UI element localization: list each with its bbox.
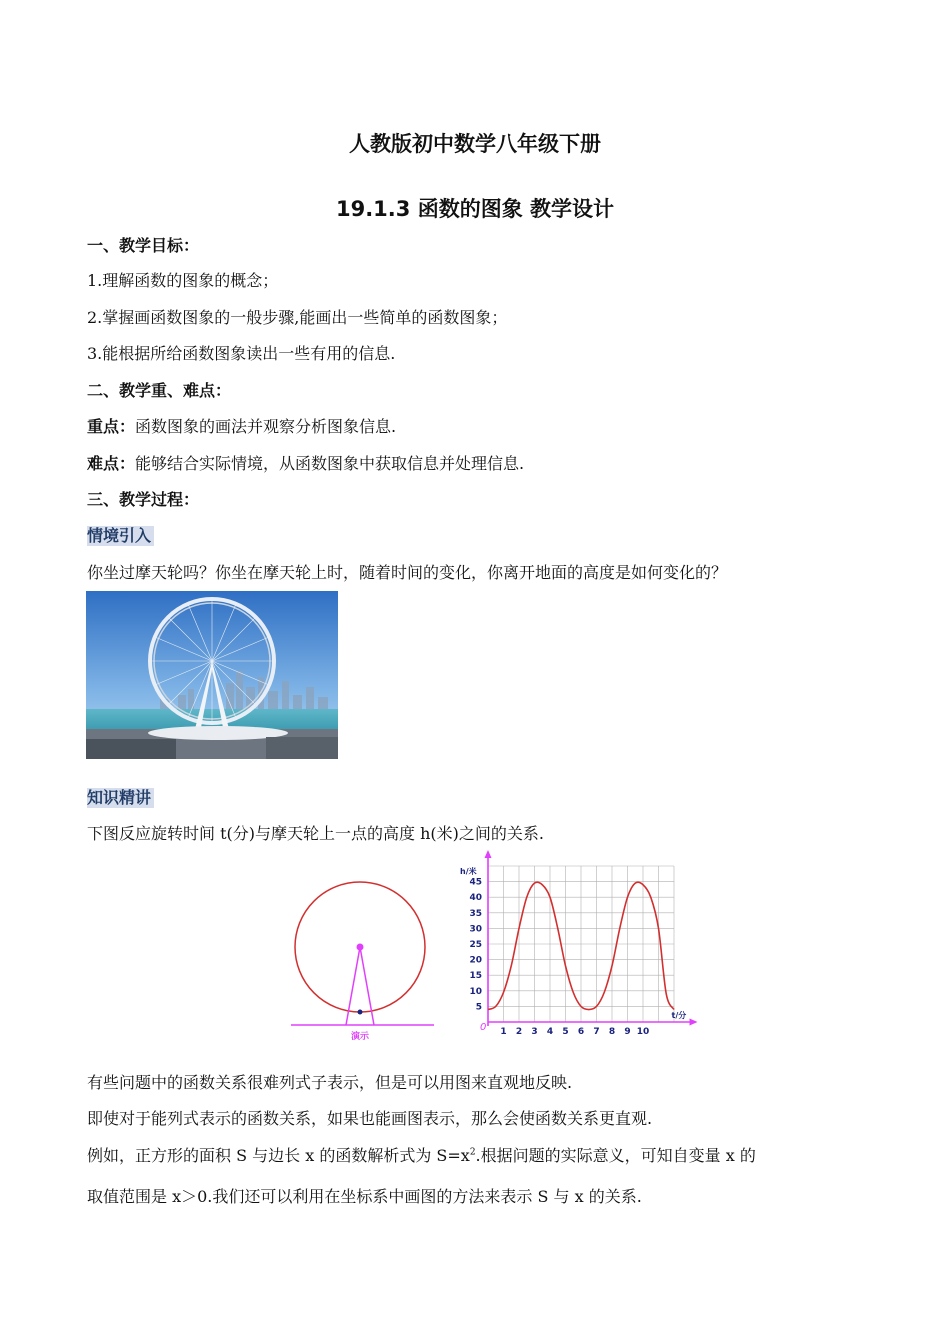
x-tick-label: 4 (546, 1027, 554, 1037)
y-tick-label: 5 (475, 1002, 482, 1013)
y-tick-label: 20 (469, 955, 482, 966)
x-tick-label: 8 (608, 1027, 616, 1037)
x-tick-label: 3 (531, 1027, 538, 1037)
example-superscript: 2 (469, 1147, 476, 1158)
paragraph-range: 取值范围是 x＞0.我们还可以利用在坐标系中画图的方法来表示 S 与 x 的关系. (87, 1187, 642, 1206)
y-tick-label: 25 (469, 940, 482, 950)
x-tick-label: 6 (577, 1027, 585, 1037)
x-axis-label: t/分 (671, 1011, 687, 1020)
height-time-graph (452, 850, 722, 1040)
difficult-point-text: 能够结合实际情境，从函数图象中获取信息并处理信息. (135, 454, 525, 473)
wheel-center (357, 944, 364, 951)
x-tick-label: 9 (624, 1027, 631, 1037)
tag-knowledge (87, 785, 154, 808)
demo-label[interactable]: 演示 (350, 1032, 370, 1042)
tag-situation (87, 523, 154, 546)
page-subtitle: 19.1.3 函数的图象 教学设计 (335, 197, 615, 221)
difficult-point-label: 难点： (87, 454, 136, 473)
example-text-a: 例如，正方形的面积 S 与边长 x 的函数解析式为 S=x (87, 1146, 470, 1165)
page-title: 人教版初中数学八年级下册 (349, 132, 601, 156)
x-tick-label: 7 (593, 1027, 600, 1037)
ferris-wheel-photo (86, 591, 338, 759)
graph-tick-labels (460, 866, 686, 1037)
y-tick-label: 10 (469, 986, 482, 997)
paragraph-relation: 下图反应旋转时间 t(分)与摩天轮上一点的高度 h(米)之间的关系. (87, 824, 544, 843)
section-heading-process: 三、教学过程： (87, 490, 200, 509)
goal-item: 1.理解函数的图象的概念； (87, 271, 279, 290)
difficult-point (87, 451, 524, 474)
tag-situation-label: 情境引入 (87, 526, 154, 546)
y-tick-label: 45 (469, 877, 482, 888)
wheel-diagram (286, 875, 436, 1045)
paragraph-graph-intro: 有些问题中的函数关系很难列式子表示，但是可以用图来直观地反映. (87, 1073, 573, 1092)
x-tick-label: 10 (636, 1027, 650, 1037)
x-tick-label: 1 (500, 1027, 507, 1037)
y-axis-arrow (485, 850, 492, 858)
goal-item: 3.能根据所给函数图象读出一些有用的信息. (87, 344, 396, 363)
y-tick-label: 30 (469, 924, 482, 935)
y-tick-label: 15 (469, 971, 482, 982)
paragraph-example (87, 1143, 756, 1166)
example-text-b: .根据问题的实际意义，可知自变量 x 的 (475, 1146, 756, 1165)
section-heading-goals: 一、教学目标： (87, 236, 200, 255)
x-axis-arrow (690, 1019, 698, 1026)
paragraph-question: 你坐过摩天轮吗？你坐在摩天轮上时，随着时间的变化，你离开地面的高度是如何变化的？ (87, 563, 728, 582)
x-tick-label: 2 (515, 1027, 523, 1037)
goal-item: 2.掌握画函数图象的一般步骤,能画出一些简单的函数图象； (87, 308, 508, 327)
origin-label: 0 (480, 1022, 487, 1033)
tag-knowledge-label: 知识精讲 (87, 788, 154, 808)
key-point-text: 函数图象的画法并观察分析图象信息. (135, 417, 397, 436)
x-tick-label: 5 (562, 1027, 569, 1037)
y-tick-label: 35 (469, 908, 482, 919)
key-point (87, 414, 396, 437)
section-heading-keypoints: 二、教学重、难点： (87, 381, 232, 400)
key-point-label: 重点： (87, 417, 136, 436)
y-axis-label: h/米 (460, 867, 477, 876)
y-tick-label: 40 (469, 893, 482, 904)
rider-point (358, 1010, 363, 1015)
paragraph-graph-benefit: 即使对于能列式表示的函数关系，如果也能画图表示，那么会使函数关系更直观. (87, 1109, 653, 1128)
